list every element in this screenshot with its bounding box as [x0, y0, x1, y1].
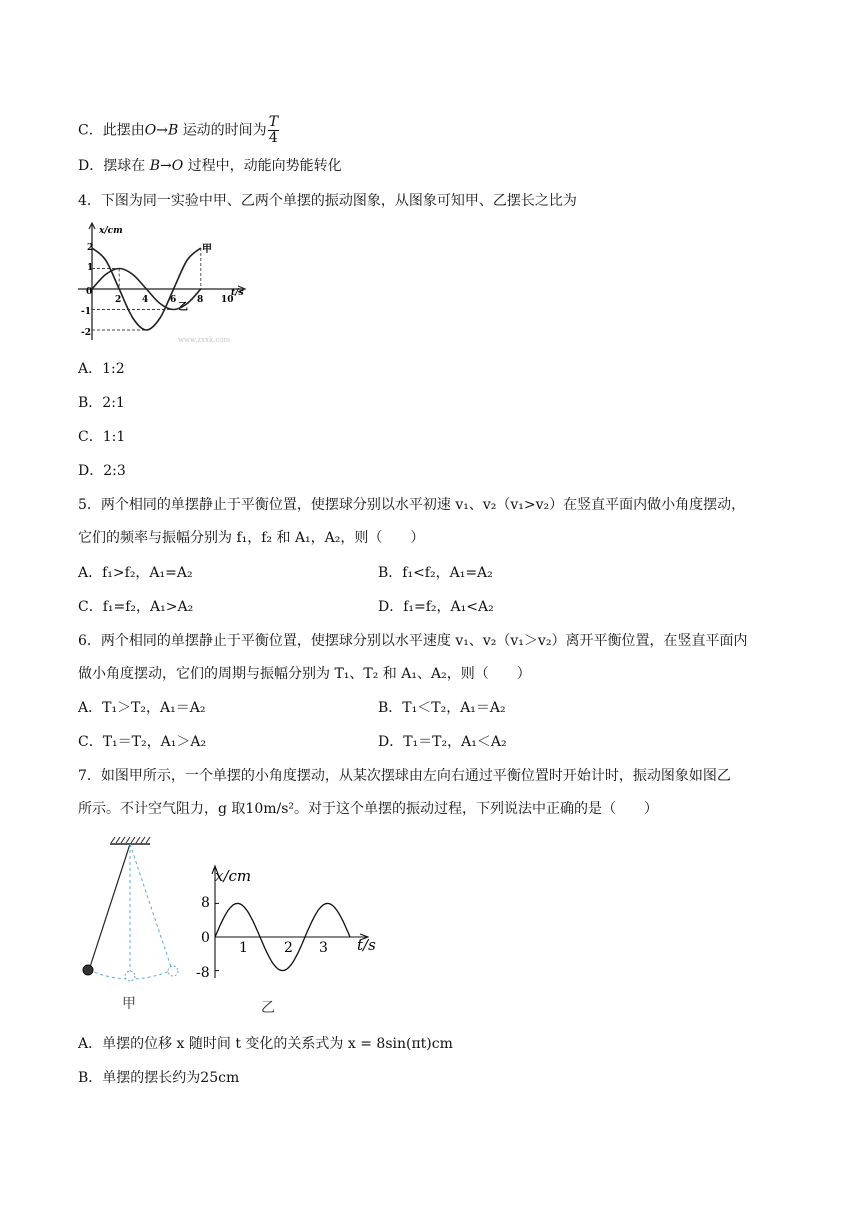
q4-option-d: D．2:3	[78, 463, 126, 479]
q4-ylabel: x/cm	[99, 226, 123, 236]
q7-xtick-3: 3	[319, 940, 328, 956]
pendulum-bob	[83, 965, 93, 975]
q4-ytick-0: 0	[86, 287, 93, 297]
q5-option-c: C．f₁=f₂，A₁>A₂	[78, 599, 194, 615]
q4-option-b: B．2:1	[78, 395, 125, 411]
q4-xtick-6: 6	[170, 295, 177, 305]
q5-option-a: A．f₁>f₂，A₁=A₂	[78, 565, 193, 581]
q4-ytick-2: 2	[87, 243, 94, 253]
q7-xtick-2: 2	[284, 940, 293, 956]
q4-xtick-8: 8	[197, 295, 204, 305]
dashed-bob-center	[125, 971, 135, 981]
q7-stem-line1: 7．如图甲所示，一个单摆的小角度摆动，从某次摆球由左向右通过平衡位置时开始计时，振动图象如图乙	[78, 768, 731, 784]
q7-ytick-m8: -8	[196, 965, 210, 981]
q4-label-jia: 甲	[202, 244, 212, 255]
q7-ytick-8: 8	[201, 895, 210, 911]
q7-chart	[195, 860, 385, 1020]
q4-ytick-1: 1	[87, 263, 94, 273]
q4-chart	[78, 222, 250, 346]
q4-ytick-m1: -1	[81, 307, 91, 317]
dashed-bob-right	[168, 966, 178, 976]
q4-xtick-2: 2	[115, 295, 122, 305]
q4-label-yi: 乙	[178, 302, 188, 313]
q4-xlabel: t/s	[231, 288, 244, 298]
q7-option-b: B．单摆的摆长约为25cm	[78, 1070, 240, 1086]
q6-option-c: C．T₁＝T₂，A₁＞A₂	[78, 734, 207, 750]
q7-ytick-0: 0	[201, 930, 210, 946]
q7-ylabel: x/cm	[215, 867, 252, 885]
q6-stem-line2: 做小角度摆动，它们的周期与振幅分别为 T₁、T₂ 和 A₁、A₂，则（ ）	[78, 666, 531, 682]
q6-option-b: B．T₁＜T₂，A₁＝A₂	[378, 700, 506, 716]
q4-watermark: www.zxxk.com	[178, 336, 231, 344]
q3-option-c: C．此摆由O→B 运动的时间为 $\frac{T}{4}$	[78, 114, 279, 146]
q3-option-d: D．摆球在 B→O 过程中，动能向势能转化	[78, 158, 342, 174]
q7-xlabel: t/s	[357, 936, 376, 954]
q6-stem-line1: 6．两个相同的单摆静止于平衡位置，使摆球分别以水平速度 v₁、v₂（v₁＞v₂）离开平衡位置，在竖直平面内	[78, 633, 748, 649]
q4-xtick-10: 10	[221, 295, 234, 305]
q7-option-a: A．单摆的位移 x 随时间 t 变化的关系式为 x = 8sin(πt)cm	[78, 1036, 453, 1052]
q5-stem-line1: 5．两个相同的单摆静止于平衡位置，使摆球分别以水平初速 v₁、v₂（v₁>v₂）在竖直平面内做小角度摆动，	[78, 497, 746, 513]
dashed-string-right	[130, 844, 172, 970]
q5-option-d: D．f₁=f₂，A₁<A₂	[378, 599, 494, 615]
q6-option-d: D．T₁＝T₂，A₁＜A₂	[378, 734, 507, 750]
q4-stem: 4．下图为同一实验中甲、乙两个单摆的振动图象，从图象可知甲、乙摆长之比为	[78, 193, 577, 209]
fraction-t-over-4: $\frac{T}{4}$	[268, 114, 279, 146]
fig-jia-label: 甲	[122, 996, 136, 1012]
ceiling-hatch	[111, 837, 150, 843]
q4-option-c: C．1:1	[78, 429, 126, 445]
q4-ytick-m2: -2	[81, 328, 91, 338]
q5-stem-line2: 它们的频率与振幅分别为 f₁，f₂ 和 A₁，A₂，则（ ）	[78, 530, 425, 546]
q5-option-b: B．f₁<f₂，A₁=A₂	[378, 565, 493, 581]
fig-yi-label: 乙	[261, 1000, 275, 1016]
q7-pendulum-figure	[78, 836, 188, 1016]
q6-option-a: A．T₁＞T₂，A₁＝A₂	[78, 700, 206, 716]
pendulum-string	[89, 844, 130, 970]
q7-xtick-1: 1	[239, 940, 248, 956]
q7-stem-line2: 所示。不计空气阻力，g 取10m/s²。对于这个单摆的振动过程，下列说法中正确的是（ ）	[78, 801, 659, 817]
q4-xtick-4: 4	[142, 295, 149, 305]
q4-option-a: A．1:2	[78, 361, 125, 377]
